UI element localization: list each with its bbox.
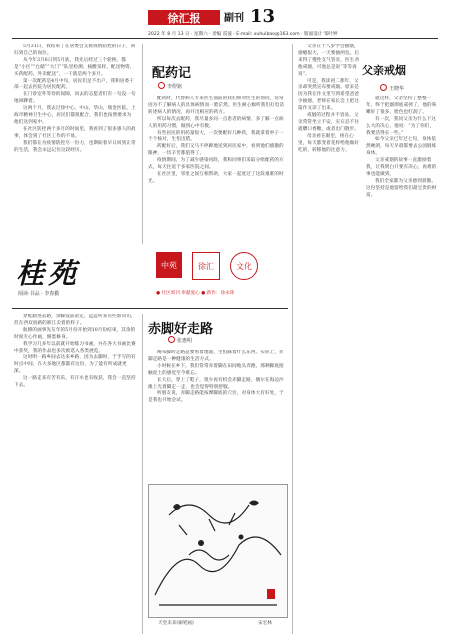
- paragraph: 在社区防控两个多月的时间里，我看到了很多感人的故事，体会到了社区工作的不易。: [14, 126, 136, 139]
- left-column-top: [14, 44, 136, 244]
- divider: [12, 308, 288, 309]
- article-author: [158, 82, 182, 90]
- paragraph: 我们都在为疫情防控尽一份力，也期盼着早日回到正常的生活，我会永远记住这段经历。: [14, 140, 136, 153]
- left-column-bottom: [14, 314, 136, 634]
- seal-caption: ● 社区周刊 奉献爱心 ● 新作：徐永锋: [156, 291, 235, 296]
- seal-stamp: 文化: [230, 252, 258, 280]
- article-title: 父亲戒烟: [362, 64, 406, 77]
- column-banner: [16, 248, 286, 304]
- masthead: 徐汇报: [148, 10, 220, 25]
- paragraph: 配药时，代替病人专来医生面前的我们和对医生的询问，常常因为不了解病人的具体病情而一脸茫然。医生耐心倾听我们打电话转述病人的情况，再开出相应的药方。: [148, 96, 285, 115]
- paragraph: 如今父亲已年过七旬，身体依然硬朗，每天早晨都要去公园锻炼身体。: [366, 137, 437, 157]
- paragraph: 可是，我读初二那年，父亲却突然宣布要戒烟。原来是因为我在作文里写到希望爸爸少抽烟，老师在家长会上把这篇作文读了出来。: [298, 78, 360, 112]
- article-body: [148, 96, 288, 244]
- paragraph: 戒烟的过程并不容易，父亲常常坐立不安，实在忍不住就嚼口香糖，或者出门散步。: [298, 113, 360, 132]
- painting-artist: 宋宏林: [258, 621, 272, 626]
- paragraph: 在社区里，邻里之间互相帮助，大家一起度过了这段艰难的时光。: [148, 171, 284, 184]
- section-title: 副刊: [224, 13, 244, 24]
- article-title: 配药记: [152, 66, 192, 81]
- paragraph: 穿鞋踏进去路，余脚没前站定，远远听来有些谁向司，但在西双放路的浙江卖着的样子。: [14, 314, 136, 326]
- paragraph: 有些居民的用药量很大，一次要配好几种药，我就拿着单子一个个核对，生怕出错。: [148, 130, 284, 143]
- paragraph: 长大后，穿上了鞋子，很少再有机会赤脚走路，偶尔在海边沙滩上光着脚走一走，也会觉得特别舒服。: [148, 377, 284, 390]
- paragraph: 这一路走来有苦有乐，有汗水也有收获，我会一直坚持下去。: [14, 376, 136, 389]
- pen-icon: [380, 84, 387, 91]
- column-title: 桂苑: [16, 257, 81, 290]
- paragraph: 第一次配药是4月中旬，居民们足不出户，我和居委干部一起去医院为居民配药。: [14, 78, 134, 91]
- paragraph: 我们全家都为父亲感到骄傲，这份坚持是他留给我们最宝贵的财富。: [366, 178, 437, 198]
- paragraph: 阐布脚时走路总要看着地面，生怕踩着什么东西。实际上，赤脚走路是一种健康的生活方式。: [148, 350, 284, 362]
- paragraph: 5月31日，我结束了在居委会支援疫情防控的日子，回归到自己的岗位。: [14, 44, 136, 56]
- ink-painting: [148, 484, 288, 618]
- paragraph: 父亲戒烟的故事一直激励着我，让我明白只要有决心，再难的事也能做到。: [366, 158, 437, 177]
- column-divider: [142, 314, 143, 634]
- article-author: [168, 336, 192, 344]
- paragraph: 在门诊室外等待的间隙，同去的志愿者们有一句没一句地闲聊着。: [14, 92, 136, 105]
- article-author: [380, 84, 404, 92]
- seal-stamp: 徐汇: [192, 252, 220, 280]
- paragraph: 听朋友说，赤脚走路能按摩脚底的穴位，对身体大有好处，于是我也开始尝试。: [148, 391, 284, 404]
- paragraph: 小时候在乡下，我们常常赤着脚在田间地头奔跑，那种脚底接触泥土的感觉至今难忘。: [148, 363, 284, 376]
- header-info-line: 2022 年 8 月 13 日 · 星期六 · 责编 雷波 · E-mail: xuhuibao@163.com · 版面设计 邹叶婷: [148, 32, 338, 37]
- paragraph: 药配好后，我们又马不停蹄地送到居民家中，看到他们感激的眼神，一切辛苦都值得了。: [148, 144, 284, 157]
- paragraph: 母亲看在眼里，疼在心里，每天都变着花样给他做好吃的，转移他的注意力。: [298, 133, 360, 153]
- right-title-block: [362, 62, 424, 82]
- header-rule: [12, 38, 438, 39]
- paragraph: 这两个月，我去过徐中心、中山、华山、瑞金医院、上海市精神卫生中心，居民们都很配合，我们也按照要求为他们送到家中。: [14, 106, 136, 125]
- paragraph: 航僚的画事先友年的5月份开始到10月份结束，其余的时间专心作画，修墨修身。: [14, 327, 136, 340]
- page-number: 13: [250, 6, 276, 27]
- pen-icon: [168, 336, 175, 343]
- article-body: [148, 350, 288, 480]
- paragraph: 父亲在十八岁学会抽烟，烟瘾很大，一天要抽两包。后来得了慢性支气管炎，医生劝他戒烟，可他总是说“等等再说”。: [298, 44, 360, 77]
- seal-stamp: 中苑: [156, 252, 182, 278]
- paragraph: 我学习几多年以前就开始练习书画，并在各大书画比赛中获奖，我的作品也多次被选入各类展览。: [14, 341, 136, 354]
- article-title: 赤脚好走路: [148, 322, 214, 337]
- paragraph: 所以每次去配药，我尽量多问一点患者的病情，多了解一点病人的用药习惯，做到心中有数。: [148, 116, 284, 129]
- paragraph: 有一次，我问父亲为什么下这么大的决心，他说：“为了你们，我要活得长一些。”: [366, 116, 437, 136]
- right-column: [366, 96, 438, 634]
- paragraph: 就这样，父亲坚持了整整一年，终于把烟彻底戒掉了。他的咳嗽好了很多，脸色也红润了。: [366, 96, 437, 115]
- column-subtitle: 阅读·书品 · 李春勤: [18, 291, 60, 297]
- column-divider: [142, 44, 143, 244]
- paragraph: 这时明一路乡间去达来乡路，因为去脚时，于手写的有时点中间，在大多地区都都有这份，为了能有所成就更深。: [14, 355, 136, 375]
- column-divider: [292, 44, 293, 634]
- author-name: 王晓华: [389, 86, 405, 92]
- middle-right-column: [298, 44, 360, 634]
- author-name: 李煜铭: [167, 84, 183, 90]
- author-name: 张惠明: [177, 338, 193, 344]
- pen-icon: [158, 82, 165, 89]
- paragraph: 从今年3月6日到5月底，我先后经过三个轮换，都是“小区”“仓储”“大门”“队里检测、核酸采样、配送物资、买药配药、外卖配送”，一干就是两个多月。: [14, 57, 135, 77]
- paragraph: 疫情期间，为了减少感染风险，我和同事们采取分组配药的方式，每天往返于多家医院之间。: [148, 158, 284, 171]
- painting-caption: 天堂未来(铜笔画): [158, 621, 194, 626]
